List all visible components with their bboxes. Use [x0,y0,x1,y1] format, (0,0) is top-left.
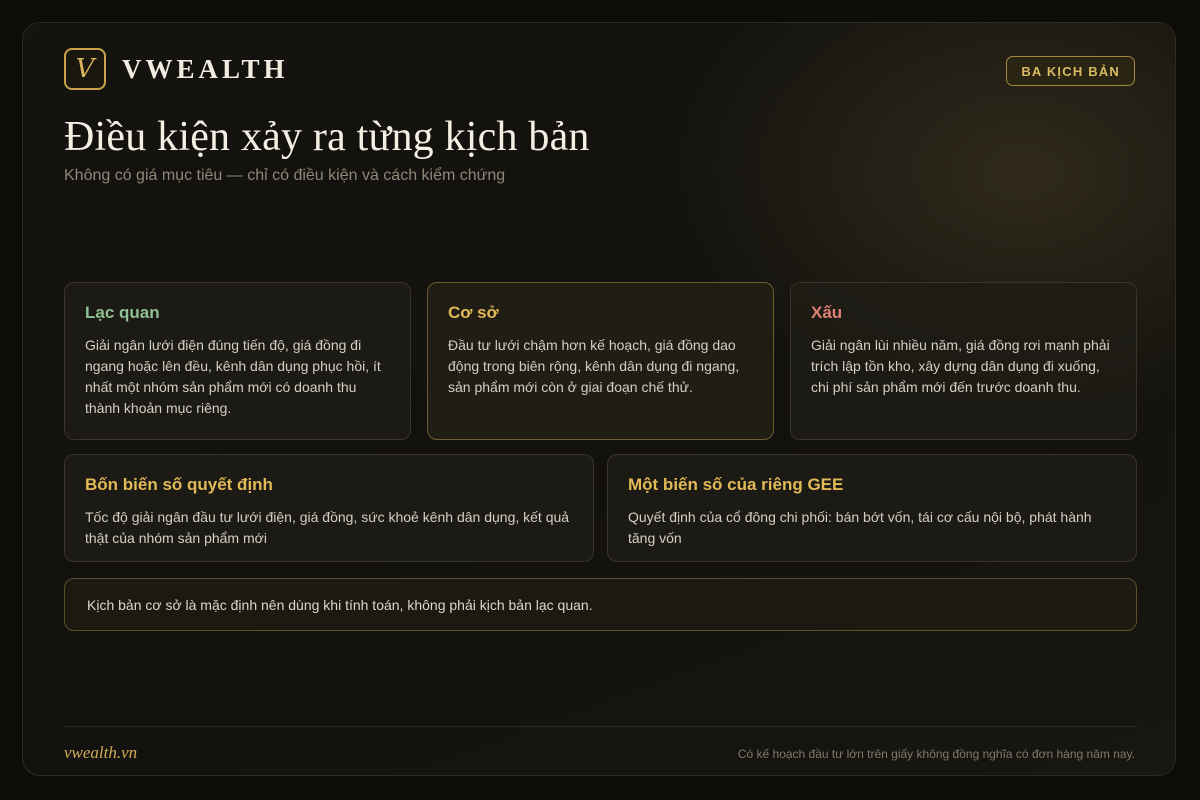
key-variables-card [64,454,594,562]
slide-frame [22,22,1176,776]
logo-letter: V [75,54,95,84]
variables-title: Bốn biến số quyết định [85,475,273,494]
scenario-description: Giải ngân lưới điện đúng tiến độ, giá đồng đi ngang hoặc lên đều, kênh dân dụng phục hồi, ít nhất một nhóm sản phẩm mới có doanh thu thành khoản mục riêng. [85,337,381,416]
scenario-title: Xấu [811,303,843,322]
scenario-description: Đầu tư lưới chậm hơn kế hoạch, giá đồng dao động trong biên rộng, kênh dân dụng đi ngang, sản phẩm mới còn ở giai đoạn chế thử. [448,337,740,395]
scenario-card-base [427,282,774,440]
logo-icon [64,48,106,90]
scenario-title: Lạc quan [85,303,160,322]
page-title: Điều kiện xảy ra từng kịch bản [64,114,590,160]
brand-header [64,48,289,90]
brand-name: VWEALTH [122,53,289,84]
variables-description: Quyết định của cổ đông chi phối: bán bớt vốn, tái cơ cấu nội bộ, phát hành tăng vốn [628,509,1092,546]
footer-divider [64,726,1137,727]
scenario-card-optimistic [64,282,411,440]
page-subtitle: Không có giá mục tiêu — chỉ có điều kiện và cách kiểm chứng [64,167,506,184]
scenario-description: Giải ngân lùi nhiều năm, giá đồng rơi mạnh phải trích lập tồn kho, xây dựng dân dụng đi xuống, chi phí sản phẩm mới đến trước doanh thu. [811,337,1110,395]
base-case-note: Kịch bản cơ sở là mặc định nên dùng khi tính toán, không phải kịch bản lạc quan. [64,578,1137,631]
footer-disclaimer: Có kế hoạch đầu tư lớn trên giấy không đồng nghĩa có đơn hàng năm nay. [737,747,1135,761]
scenario-count-badge: BA KỊCH BẢN [1006,56,1135,86]
variables-description: Tốc độ giải ngân đầu tư lưới điện, giá đồng, sức khoẻ kênh dân dụng, kết quả thật của nhóm sản phẩm mới [85,509,570,546]
footer-site-link[interactable]: vwealth.vn [64,743,138,762]
scenario-card-bad [790,282,1137,440]
gee-variable-card [607,454,1137,562]
scenario-title: Cơ sở [448,303,499,322]
variables-title: Một biến số của riêng GEE [628,475,844,494]
